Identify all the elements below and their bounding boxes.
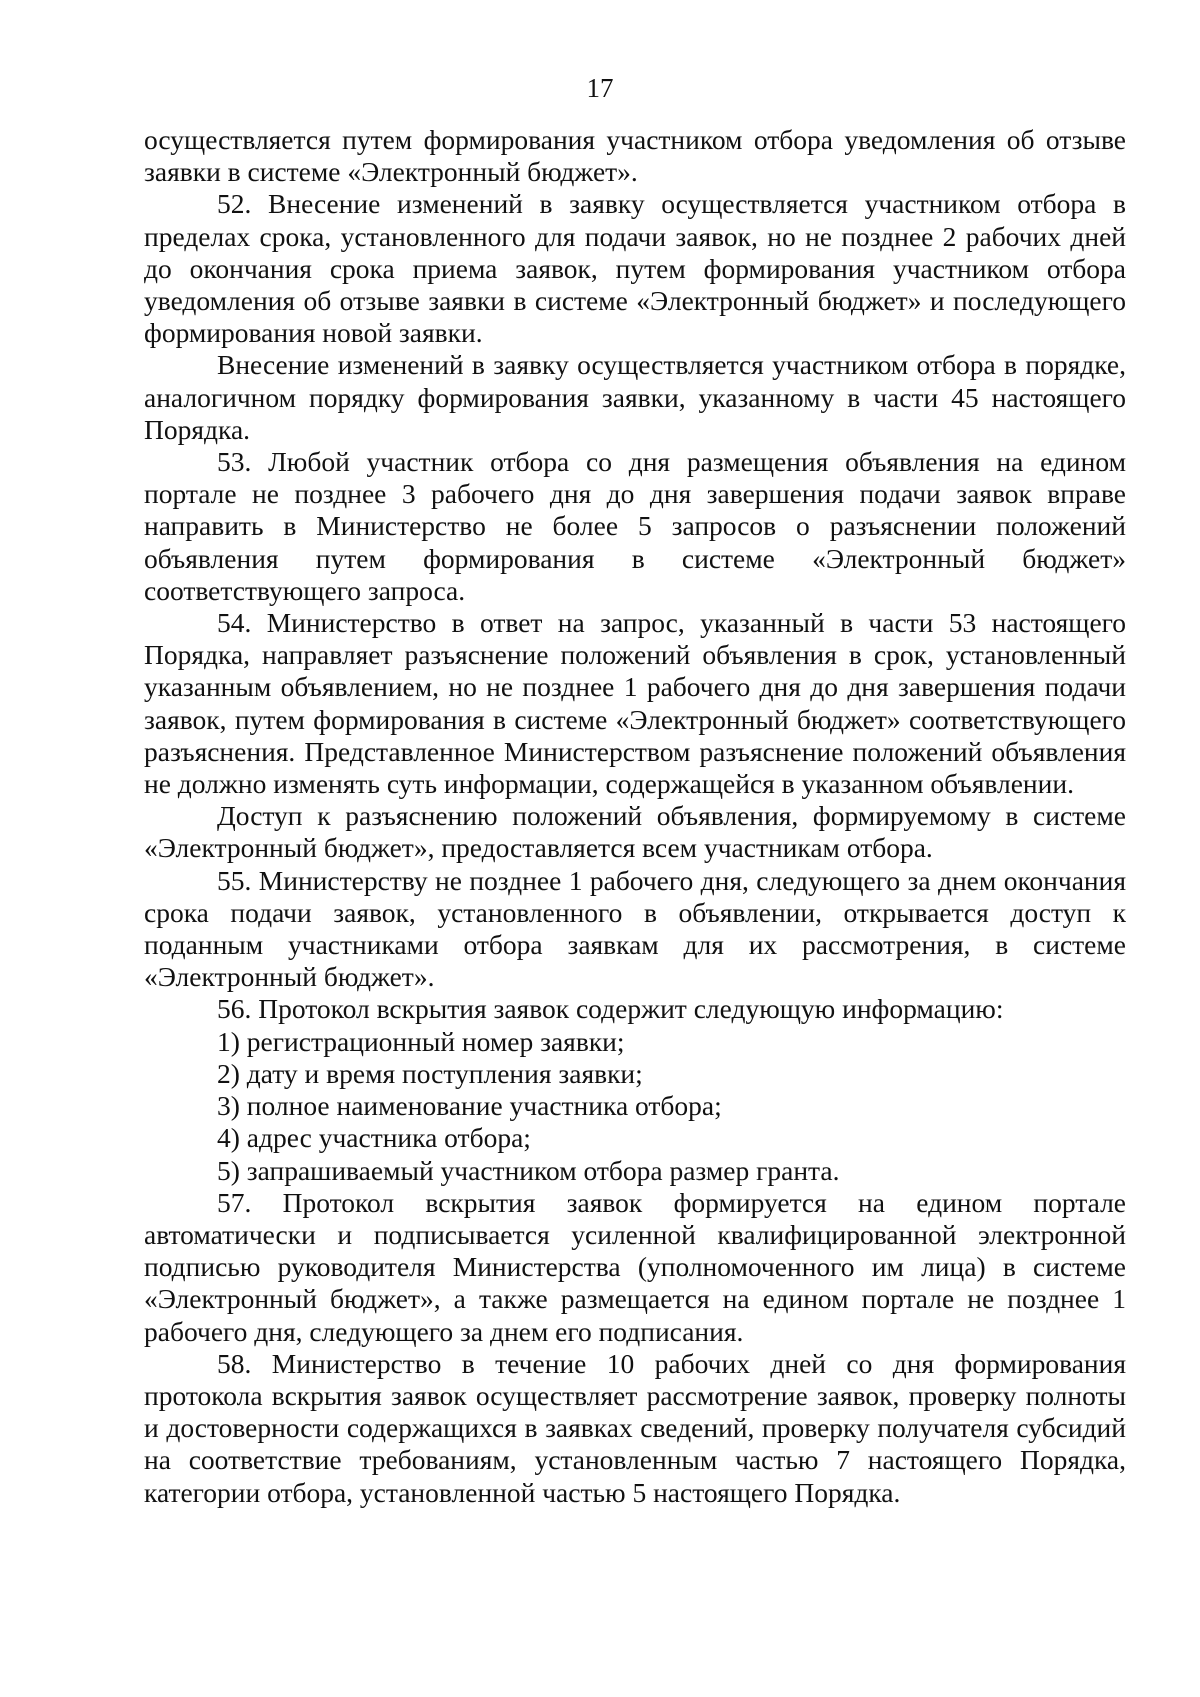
list-item: 4) адрес участника отбора; <box>217 1122 531 1154</box>
paragraph-53: 53. Любой участник отбора со дня размещения объявления на едином портале не позднее 3 рабочего дня до дня завершения подачи заявок вправе направить в Министерство не более 5 запросов о разъяснении положений объявления путем формирования в системе «Электронный бюджет» соответствующего запроса. <box>144 446 1126 606</box>
paragraph-55: 55. Министерству не позднее 1 рабочего дня, следующего за днем окончания срока подачи заявок, установленного в объявлении, открывается доступ к поданным участниками отбора заявкам для их рассмотрения, в системе «Электронный бюджет». <box>144 864 1126 993</box>
list-item: 2) дату и время поступления заявки; <box>217 1057 643 1089</box>
paragraph-52-changes: Внесение изменений в заявку осуществляется участником отбора в порядке, аналогичном порядку формирования заявки, указанному в части 45 настоящего Порядка. <box>144 349 1126 445</box>
paragraph-54: 54. Министерство в ответ на запрос, указанный в части 53 настоящего Порядка, направляет разъяснение положений объявления в срок, установленный указанным объявлением, но не позднее 1 рабочего дня до дня завершения подачи заявок, путем формирования в системе «Электронный бюджет» соответствующего разъяснения. Представленное Министерством разъяснение положений объявления не должно изменять суть информации, содержащейся в указанном объявлении. <box>144 607 1126 800</box>
paragraph-continuation: осуществляется путем формирования участником отбора уведомления об отзыве заявки в системе «Электронный бюджет». <box>144 124 1126 188</box>
list-item: 3) полное наименование участника отбора; <box>217 1090 722 1122</box>
list-item: 5) запрашиваемый участником отбора размер гранта. <box>217 1154 840 1186</box>
paragraph-57: 57. Протокол вскрытия заявок формируется на едином портале автоматически и подписывается усиленной квалифицированной электронной подписью руководителя Министерства (уполномоченного им лица) в системе «Электронный бюджет», а также размещается на едином портале не позднее 1 рабочего дня, следующего за днем его подписания. <box>144 1186 1126 1347</box>
paragraph-58: 58. Министерство в течение 10 рабочих дней со дня формирования протокола вскрытия заявок осуществляет рассмотрение заявок, проверку полноты и достоверности содержащихся в заявках сведений, проверку получателя субсидий на соответствие требованиям, установленным частью 7 настоящего Порядка, категории отбора, установленной частью 5 настоящего Порядка. <box>144 1347 1126 1508</box>
document-body <box>144 124 1126 1509</box>
paragraph-54-access: Доступ к разъяснению положений объявления, формируемому в системе «Электронный бюджет», предоставляется всем участникам отбора. <box>144 800 1126 864</box>
page-number: 17 <box>586 73 614 103</box>
paragraph-56: 56. Протокол вскрытия заявок содержит следующую информацию: <box>217 993 1004 1025</box>
paragraph-52: 52. Внесение изменений в заявку осуществляется участником отбора в пределах срока, установленного для подачи заявок, но не позднее 2 рабочих дней до окончания срока приема заявок, путем формирования участником отбора уведомления об отзыве заявки в системе «Электронный бюджет» и последующего формирования новой заявки. <box>144 188 1126 349</box>
list-item: 1) регистрационный номер заявки; <box>217 1025 625 1057</box>
